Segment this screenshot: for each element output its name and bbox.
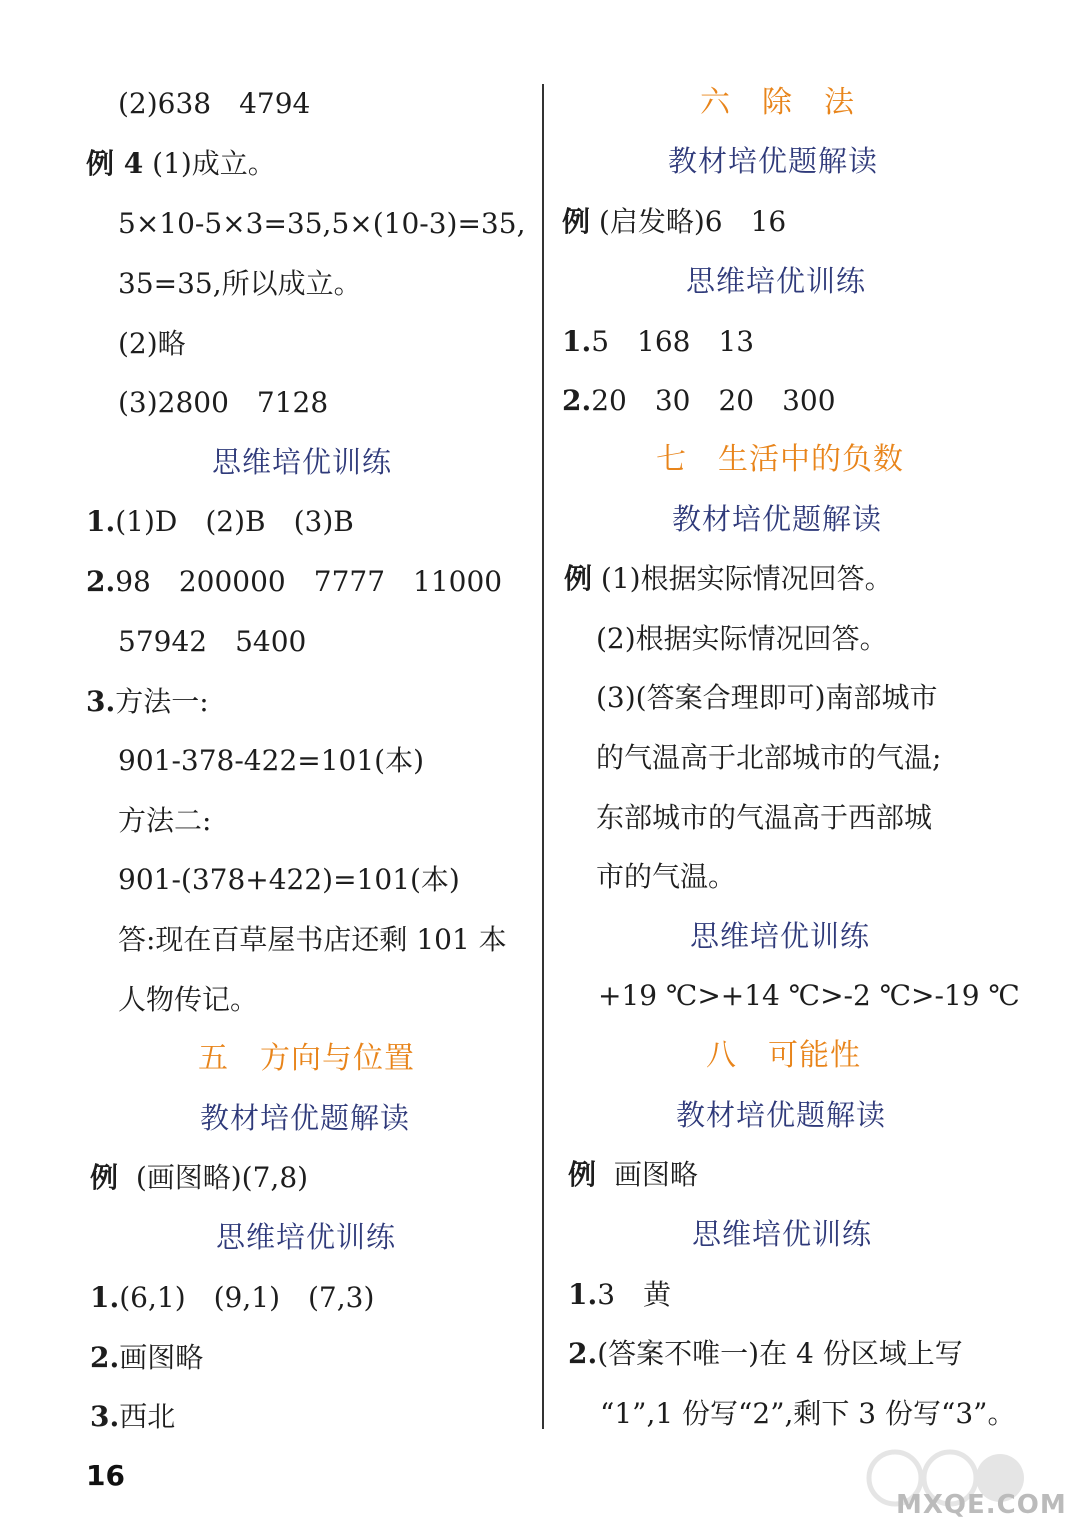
answer-line: (2)638 4794 <box>118 87 311 120</box>
answer-line: (3)2800 7128 <box>118 386 329 419</box>
question-3 <box>86 684 209 720</box>
answer-line: 5×10-5×3=35,5×(10-3)=35, <box>118 207 526 240</box>
example-text: (1)成立。 <box>152 147 276 180</box>
example-4 <box>86 146 276 182</box>
answer-line: 57942 5400 <box>118 625 307 658</box>
question-text: 5 168 13 <box>591 325 755 358</box>
question-number: 1. <box>568 1278 598 1311</box>
watermark-text: MXQE.COM <box>896 1490 1067 1520</box>
question-number: 2. <box>90 1341 120 1374</box>
example-label: 例 4 <box>86 147 144 180</box>
section-heading: 八 可能性 <box>706 1038 861 1073</box>
answer-line: 35=35,所以成立。 <box>118 267 362 300</box>
question-2 <box>86 564 502 600</box>
question-2 <box>562 383 836 419</box>
question-text: 西北 <box>119 1400 176 1433</box>
question-2 <box>568 1336 963 1372</box>
question-text: 20 30 20 300 <box>591 384 836 417</box>
answer-line: 答:现在百草屋书店还剩 101 本 <box>118 923 507 956</box>
question-1 <box>568 1277 671 1313</box>
example-label: 例 <box>564 562 593 595</box>
subsection-heading: 教材培优题解读 <box>668 144 879 178</box>
subsection-heading: 思维培优训练 <box>212 445 393 479</box>
example <box>562 204 786 240</box>
subsection-heading: 教材培优题解读 <box>676 1098 887 1132</box>
example-text: (1)根据实际情况回答。 <box>600 562 893 595</box>
example-label: 例 <box>568 1158 597 1191</box>
example-text: 画图略 <box>613 1158 698 1191</box>
section-heading: 六 除 法 <box>700 85 855 120</box>
subsection-heading: 教材培优题解读 <box>200 1101 411 1135</box>
question-1 <box>90 1280 374 1316</box>
answer-line: (2)略 <box>118 327 186 360</box>
example-label: 例 <box>90 1161 119 1194</box>
question-number: 3. <box>86 685 116 718</box>
answer-line: “1”,1 份写“2”,剩下 3 份写“3”。 <box>600 1397 1016 1430</box>
question-text: 方法一: <box>115 685 209 718</box>
question-2 <box>90 1340 203 1376</box>
answer-line: 901-378-422=101(本) <box>118 744 425 777</box>
column-divider <box>542 84 544 1429</box>
answer-line: 人物传记。 <box>118 983 259 1016</box>
question-text: (答案不唯一)在 4 份区域上写 <box>597 1337 963 1370</box>
example <box>568 1157 698 1193</box>
answer-line: (2)根据实际情况回答。 <box>596 622 888 655</box>
subsection-heading: 思维培优训练 <box>216 1220 397 1254</box>
answer-line: (3)(答案合理即可)南部城市 <box>596 681 938 714</box>
example-text: (启发略)6 16 <box>598 205 787 238</box>
example <box>90 1160 308 1196</box>
question-text: (1)D (2)B (3)B <box>115 505 354 538</box>
question-1 <box>562 324 754 360</box>
answer-line: 901-(378+422)=101(本) <box>118 863 460 896</box>
question-text: (6,1) (9,1) (7,3) <box>119 1281 375 1314</box>
subsection-heading: 思维培优训练 <box>692 1217 873 1251</box>
question-number: 1. <box>562 325 592 358</box>
temperature-order: +19 ℃>+14 ℃>-2 ℃>-19 ℃ <box>598 979 1020 1012</box>
subsection-heading: 教材培优题解读 <box>672 502 883 536</box>
answer-line: 东部城市的气温高于西部城 <box>596 801 933 834</box>
section-heading: 七 生活中的负数 <box>656 442 904 477</box>
answer-line: 的气温高于北部城市的气温; <box>596 741 942 774</box>
question-text: 3 黄 <box>597 1278 672 1311</box>
example-text: (画图略)(7,8) <box>135 1161 309 1194</box>
question-number: 1. <box>86 505 116 538</box>
question-number: 2. <box>86 565 116 598</box>
question-text: 98 200000 7777 11000 <box>115 565 503 598</box>
question-3 <box>90 1399 175 1435</box>
question-text: 画图略 <box>119 1341 204 1374</box>
example <box>564 561 893 597</box>
question-number: 1. <box>90 1281 120 1314</box>
section-heading: 五 方向与位置 <box>198 1041 415 1076</box>
question-number: 3. <box>90 1400 120 1433</box>
subsection-heading: 思维培优训练 <box>686 264 867 298</box>
answer-line: 方法二: <box>118 804 212 837</box>
answer-line: 市的气温。 <box>596 860 737 893</box>
subsection-heading: 思维培优训练 <box>690 919 871 953</box>
example-label: 例 <box>562 205 591 238</box>
question-1 <box>86 504 354 540</box>
question-number: 2. <box>568 1337 598 1370</box>
page-number: 16 <box>86 1459 125 1492</box>
question-number: 2. <box>562 384 592 417</box>
